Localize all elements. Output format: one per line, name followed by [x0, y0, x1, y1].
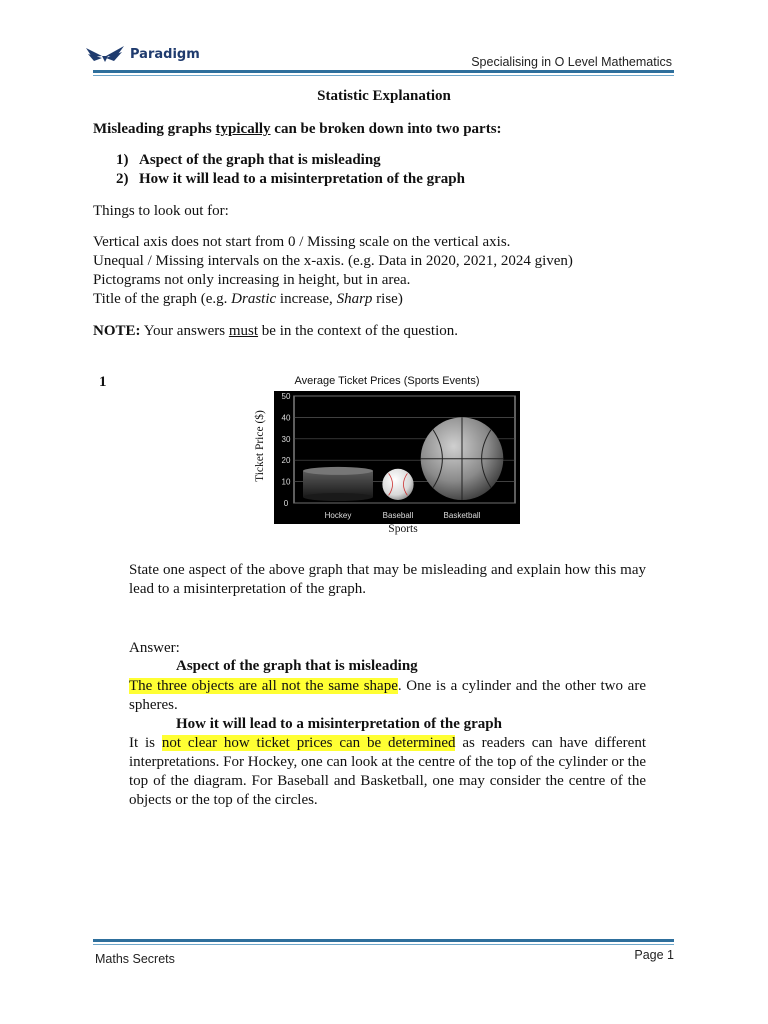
lookout-item: Vertical axis does not start from 0 / Missing scale on the vertical axis.: [93, 234, 511, 250]
y-tick-label: 10: [281, 477, 291, 487]
part-2: 2) How it will lead to a misinterpretation of the graph: [116, 171, 465, 187]
footer-rule-thin: [93, 944, 674, 945]
page-title: Statistic Explanation: [317, 88, 451, 104]
part-1: 1) Aspect of the graph that is misleading: [116, 152, 381, 168]
page-number: Page 1: [634, 948, 674, 962]
header-rule: [93, 70, 674, 73]
chart-plot: [274, 391, 520, 524]
chart-ylabel: Ticket Price ($): [254, 410, 266, 482]
brand-name: Paradigm: [130, 46, 200, 62]
lookout-item: Pictograms not only increasing in height, but in area.: [93, 272, 411, 288]
footer-title: Maths Secrets: [95, 952, 175, 966]
how-answer: It is not clear how ticket prices can be determined as readers can have different interpretations. For Hockey, one can look at the centre of the top of the cylinder or the top of the diagram. For Baseball and Basketball, one may consider the centre of the objects or the top of the circles.: [129, 735, 646, 808]
intro-line: Misleading graphs typically can be broken down into two parts:: [93, 121, 502, 137]
question-number: 1: [99, 374, 107, 390]
y-tick-label: 50: [281, 392, 291, 401]
hockey-mark-top: [303, 467, 373, 475]
brand-logo: [84, 44, 200, 64]
baseball-mark: [382, 469, 413, 500]
how-heading: How it will lead to a misinterpretation of the graph: [176, 716, 502, 732]
x-tick-label: Baseball: [382, 511, 414, 520]
x-tick-label: Hockey: [324, 511, 352, 520]
x-tick-label: Basketball: [443, 511, 481, 520]
header-rule-thin: [93, 75, 674, 76]
lookout-item: Title of the graph (e.g. Drastic increase, Sharp rise): [93, 291, 403, 307]
chart-xlabel: Sports: [388, 523, 418, 535]
hockey-mark-base: [303, 493, 373, 501]
answer-label: Answer:: [129, 640, 180, 656]
question-text: State one aspect of the above graph that may be misleading and explain how this may lead to a misinterpretation of the graph.: [129, 562, 646, 597]
y-tick-label: 20: [281, 456, 291, 466]
aspect-heading: Aspect of the graph that is misleading: [176, 658, 418, 674]
y-tick-label: 40: [281, 413, 291, 423]
header-tagline: Specialising in O Level Mathematics: [471, 55, 672, 69]
y-tick-label: 30: [281, 434, 291, 444]
wings-icon: [84, 44, 126, 64]
chart: [274, 391, 520, 524]
aspect-answer: The three objects are all not the same shape. One is a cylinder and the other two are spheres.: [129, 678, 646, 713]
footer-rule: [93, 939, 674, 942]
chart-title: Average Ticket Prices (Sports Events): [294, 375, 480, 387]
lookout-item: Unequal / Missing intervals on the x-axis. (e.g. Data in 2020, 2021, 2024 given): [93, 253, 573, 269]
lookout-heading: Things to look out for:: [93, 203, 229, 219]
y-tick-label: 0: [283, 499, 289, 508]
note: NOTE: Your answers must be in the context of the question.: [93, 323, 458, 339]
